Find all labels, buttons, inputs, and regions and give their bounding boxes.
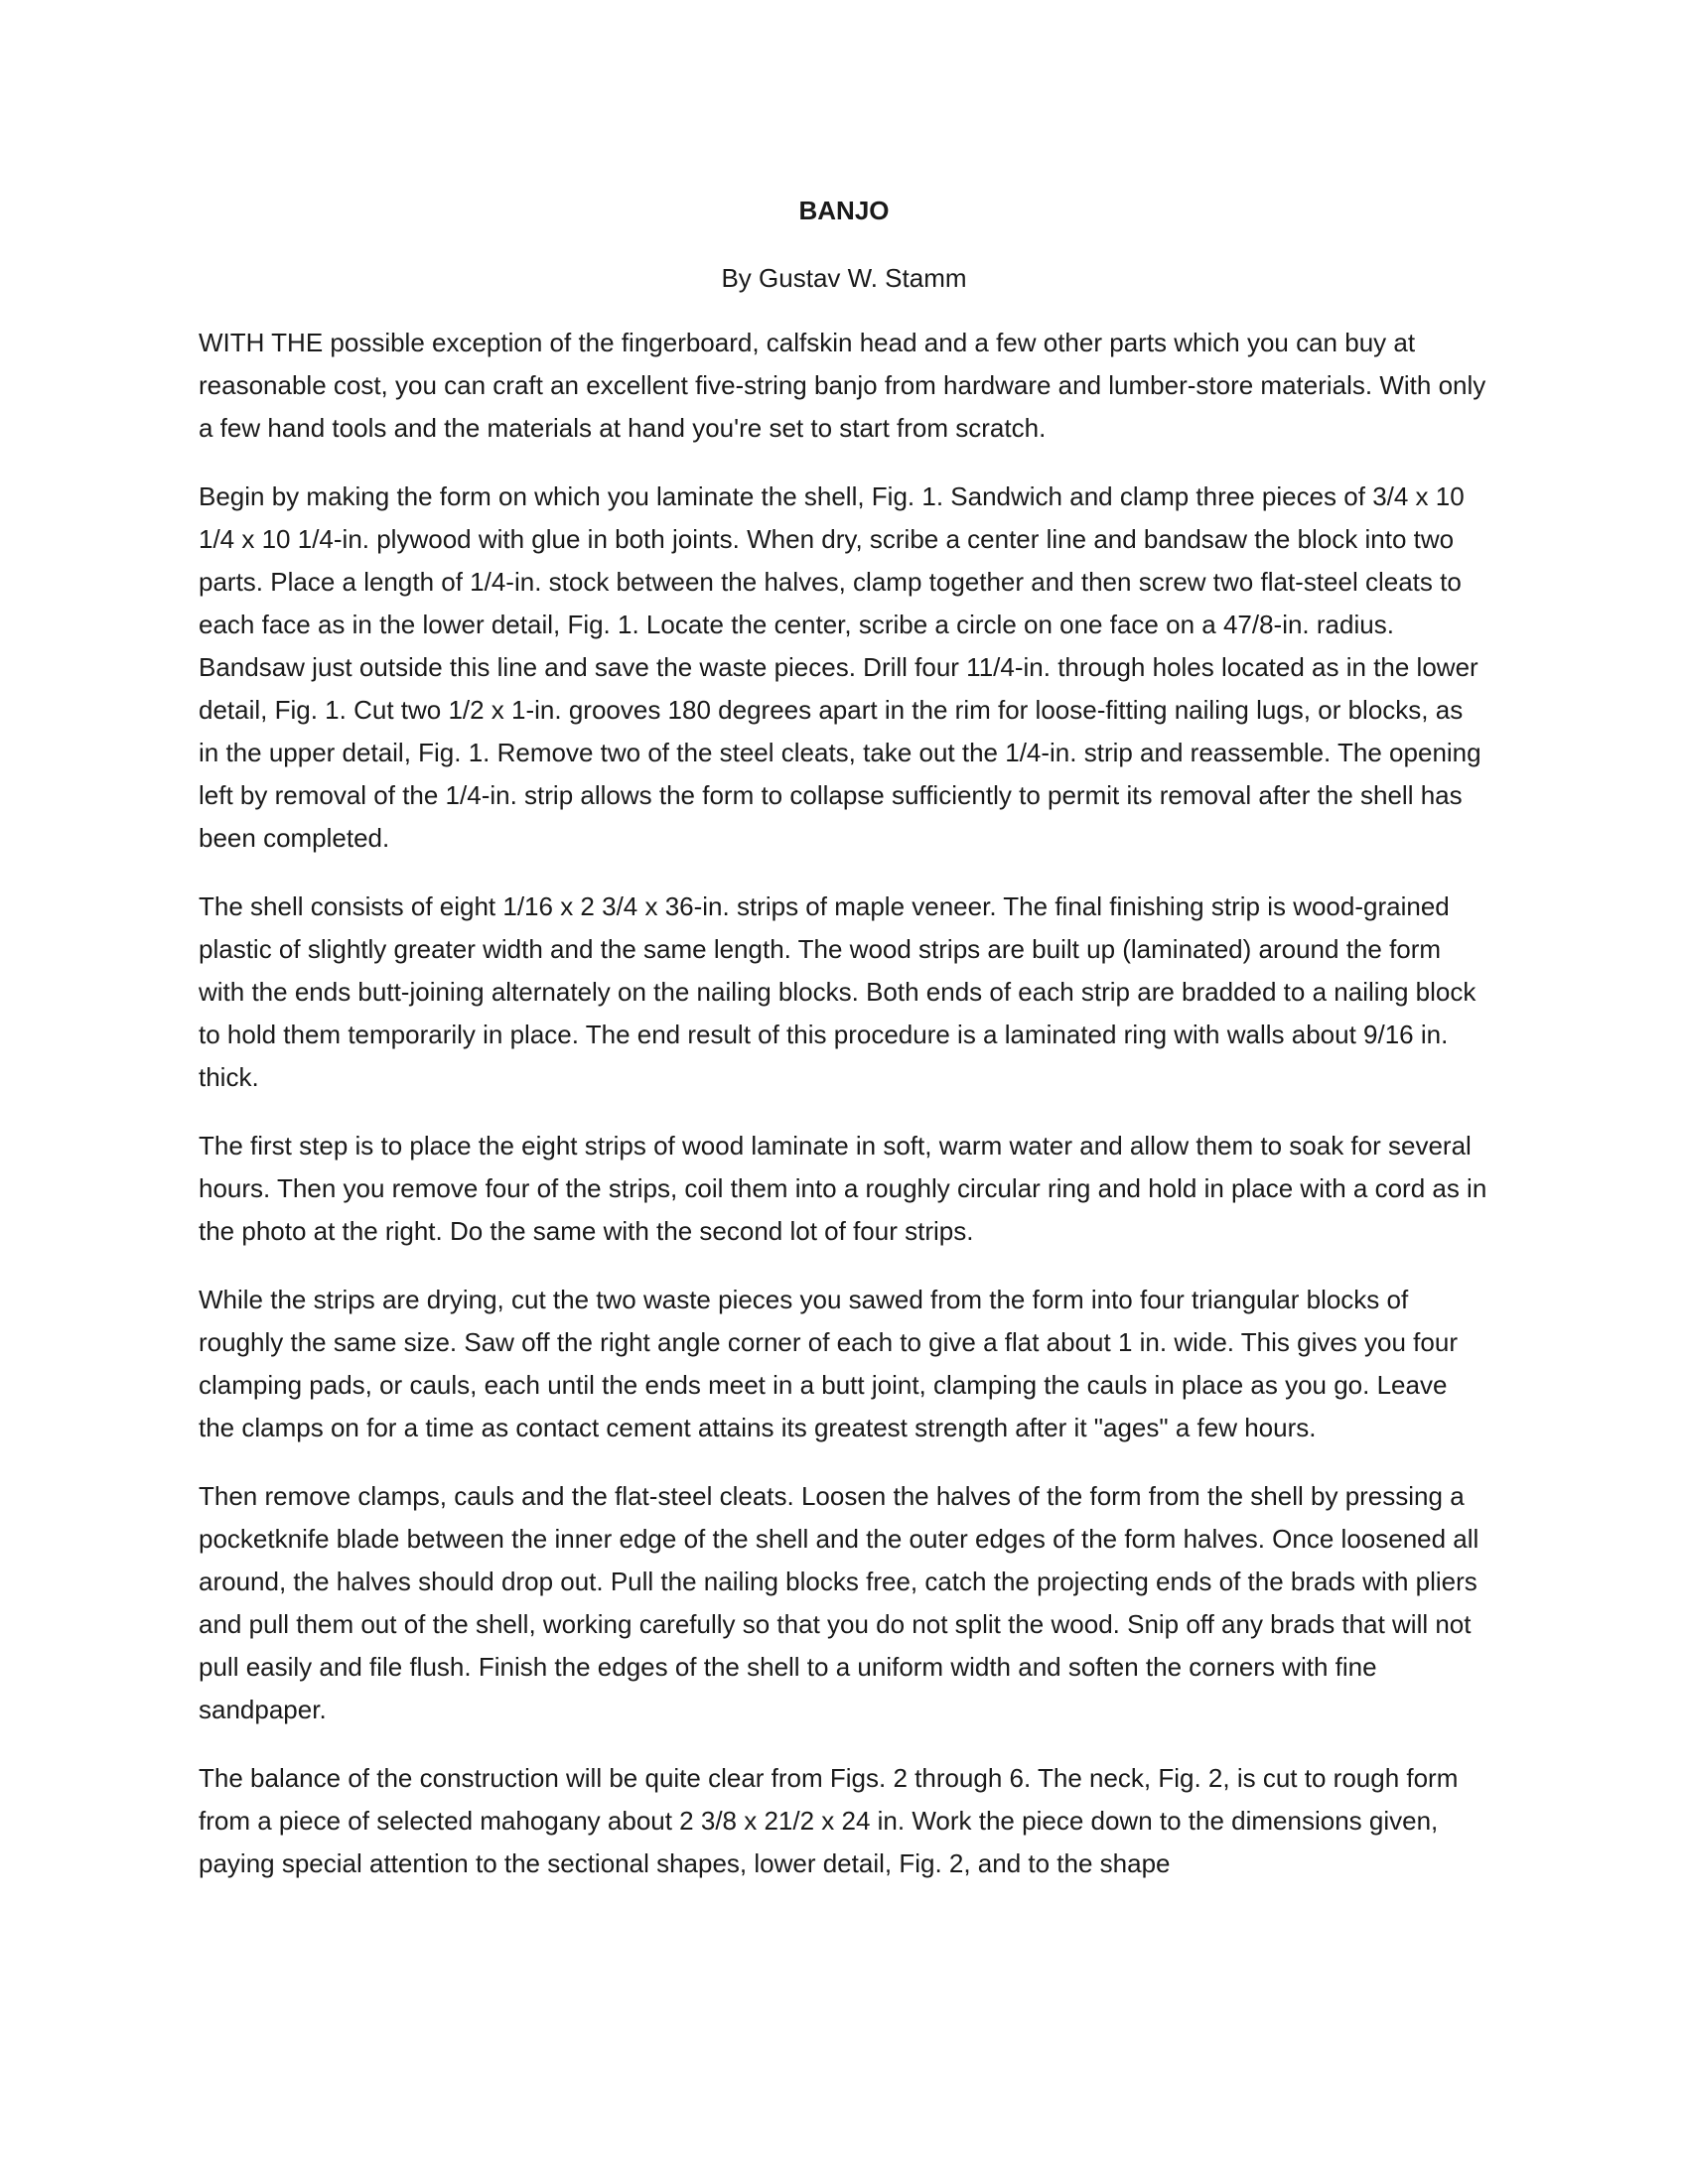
paragraph-soaking: The first step is to place the eight strips of wood laminate in soft, warm water and allow them to soak for several hours. Then you remove four of the strips, coil them into a roughly circular ring and hold in place with a cord as in the photo at the right. Do the same with the second lot of four strips. [199, 1131, 1487, 1246]
document-body [199, 195, 1489, 1911]
paragraph-cauls: While the strips are drying, cut the two waste pieces you sawed from the form into four triangular blocks of roughly the same size. Saw off the right angle corner of each to give a flat about 1 in. wide. This gives you four clamping pads, or cauls, each until the ends meet in a butt joint, clamping the cauls in place as you go. Leave the clamps on for a time as contact cement attains its greatest strength after it "ages" a few hours. [199, 1285, 1458, 1442]
paragraph-removal: Then remove clamps, cauls and the flat-steel cleats. Loosen the halves of the form from the shell by pressing a pocketknife blade between the inner edge of the shell and the outer edges of the form halves. Once loosened all around, the halves should drop out. Pull the nailing blocks free, catch the projecting ends of the brads with pliers and pull them out of the shell, working carefully so that you do not split the wood. Snip off any brads that will not pull easily and file flush. Finish the edges of the shell to a uniform width and soften the corners with fine sandpaper. [199, 1481, 1479, 1724]
paragraph-form: Begin by making the form on which you laminate the shell, Fig. 1. Sandwich and clamp three pieces of 3/4 x 10 1/4 x 10 1/4-in. plywood with glue in both joints. When dry, scribe a center line and bandsaw the block into two parts. Place a length of 1/4-in. stock between the halves, clamp together and then screw two flat-steel cleats to each face as in the lower detail, Fig. 1. Locate the center, scribe a circle on one face on a 47/8-in. radius. Bandsaw just outside this line and save the waste pieces. Drill four 11/4-in. through holes located as in the lower detail, Fig. 1. Cut two 1/2 x 1-in. grooves 180 degrees apart in the rim for loose-fitting nailing lugs, or blocks, as in the upper detail, Fig. 1. Remove two of the steel cleats, take out the 1/4-in. strip and reassemble. The opening left by removal of the 1/4-in. strip allows the form to collapse sufficiently to permit its removal after the shell has been completed. [199, 481, 1481, 853]
document-byline: By Gustav W. Stamm [721, 263, 967, 293]
paragraph-shell: The shell consists of eight 1/16 x 2 3/4 x 36-in. strips of maple veneer. The final finishing strip is wood-grained plastic of slightly greater width and the same length. The wood strips are built up (laminated) around the form with the ends butt-joining alternately on the nailing blocks. Both ends of each strip are bradded to a nailing block to hold them temporarily in place. The end result of this procedure is a laminated ring with walls about 9/16 in. thick. [199, 891, 1477, 1092]
document-title: BANJO [798, 196, 890, 225]
paragraph-neck: The balance of the construction will be quite clear from Figs. 2 through 6. The neck, Fig. 2, is cut to rough form from a piece of selected mahogany about 2 3/8 x 21/2 x 24 in. Work the piece down to the dimensions given, paying special attention to the sectional shapes, lower detail, Fig. 2, and to the shape [199, 1763, 1459, 1878]
paragraph-intro: WITH THE possible exception of the fingerboard, calfskin head and a few other parts which you can buy at reasonable cost, you can craft an excellent five-string banjo from hardware and lumber-store materials. With only a few hand tools and the materials at hand you're set to start from scratch. [199, 328, 1486, 443]
